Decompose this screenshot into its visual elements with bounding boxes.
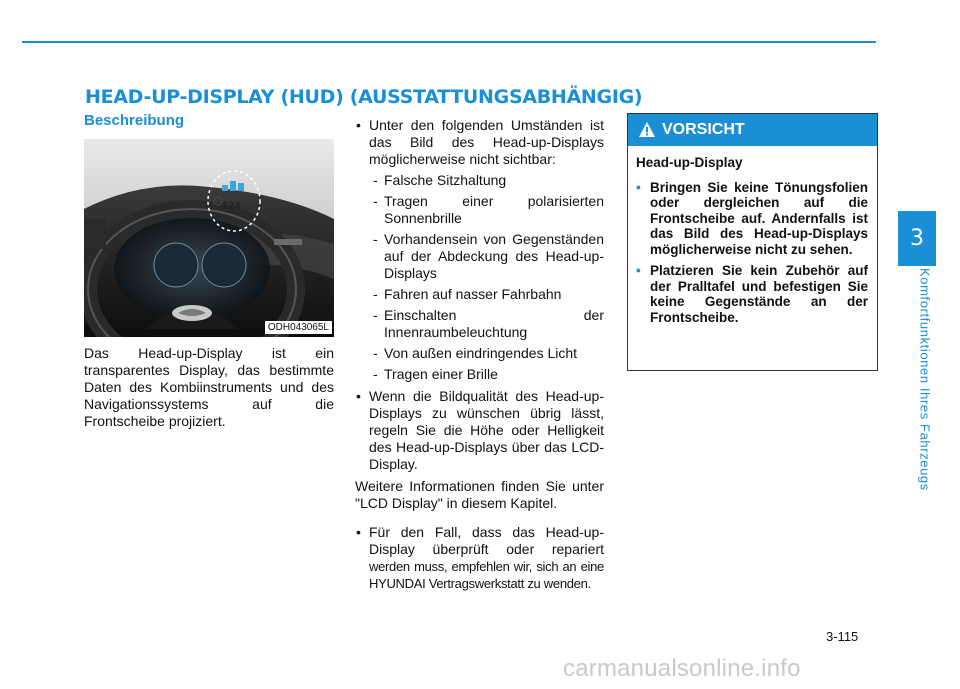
- list-item: - Von außen eindringendes Licht: [369, 345, 604, 362]
- main-bullet-list: [355, 117, 604, 473]
- warning-body: [636, 155, 868, 331]
- list-item: • Wenn die Bildqualität des Head-up-Displays zu wünschen übrig lässt, regeln Sie die Höhe oder Helligkeit des Head-up-Displays über das LCD-Display.: [355, 388, 604, 473]
- chapter-title: Komfortfunktionen Ihres Fahrzeugs: [917, 268, 933, 491]
- figure-label: ODH043065L: [265, 321, 332, 334]
- list-item: [355, 117, 604, 383]
- bullet-text-condensed: werden muss, empfehlen wir, sich an eine HYUNDAI Vertragswerkstatt zu wenden.: [369, 559, 604, 591]
- bullet-text: Unter den folgenden Umständen ist das Bild des Head-up-Displays möglicherweise nicht sichtbar:: [369, 117, 604, 167]
- list-item: - Tragen einer Brille: [369, 366, 604, 383]
- conditions-list: [369, 172, 604, 383]
- hud-photo: [84, 139, 334, 337]
- section-title: HEAD-UP-DISPLAY (HUD) (AUSSTATTUNGSABHÄNGIG): [85, 86, 643, 108]
- list-item: - Einschalten der Innenraumbeleuchtung: [369, 307, 604, 341]
- subsection-title: Beschreibung: [84, 112, 185, 129]
- warning-box: [627, 113, 878, 371]
- list-item: [355, 524, 604, 592]
- page-number: 3-115: [826, 629, 859, 644]
- reference-note: Weitere Informationen finden Sie unter "LCD Display" in diesem Kapitel.: [355, 478, 604, 511]
- top-rule: [22, 41, 876, 43]
- hud-speed-readout: 124: [222, 200, 241, 212]
- warning-subtitle: Head-up-Display: [636, 155, 743, 170]
- list-item: - Vorhandensein von Gegenständen auf der Abdeckung des Head-up-Displays: [369, 231, 604, 282]
- chapter-tab: 3: [898, 211, 936, 266]
- warning-header: [628, 114, 877, 146]
- column-two: [355, 117, 604, 597]
- dashboard-illustration: [84, 139, 334, 337]
- list-item: - Fahren auf nasser Fahrbahn: [369, 286, 604, 303]
- warning-triangle-icon: [638, 121, 656, 138]
- list-item: - Tragen einer polarisierten Sonnenbrille: [369, 193, 604, 227]
- list-item: • Platzieren Sie kein Zubehör auf der Pralltafel und befestigen Sie keine Gegenstände an der Frontscheibe.: [636, 263, 868, 325]
- warning-title: VORSICHT: [662, 121, 745, 138]
- list-item: - Falsche Sitzhaltung: [369, 172, 604, 189]
- watermark: carmanualsonline.info: [563, 655, 801, 682]
- service-bullet-list: [355, 524, 604, 592]
- hud-speed-unit: km/h: [244, 205, 253, 210]
- warning-list: [636, 180, 868, 326]
- bullet-text: Für den Fall, dass das Head-up-Display überprüft oder repariert: [369, 524, 604, 557]
- intro-paragraph: Das Head-up-Display ist ein transparentes Display, das bestimmte Daten des Kombiinstruments und des Navigationssystems auf die Frontscheibe projiziert.: [84, 345, 334, 429]
- list-item: • Bringen Sie keine Tönungsfolien oder dergleichen auf die Frontscheibe auf. Andernfalls ist das Bild des Head-up-Displays möglicherweise nicht zu sehen.: [636, 180, 868, 258]
